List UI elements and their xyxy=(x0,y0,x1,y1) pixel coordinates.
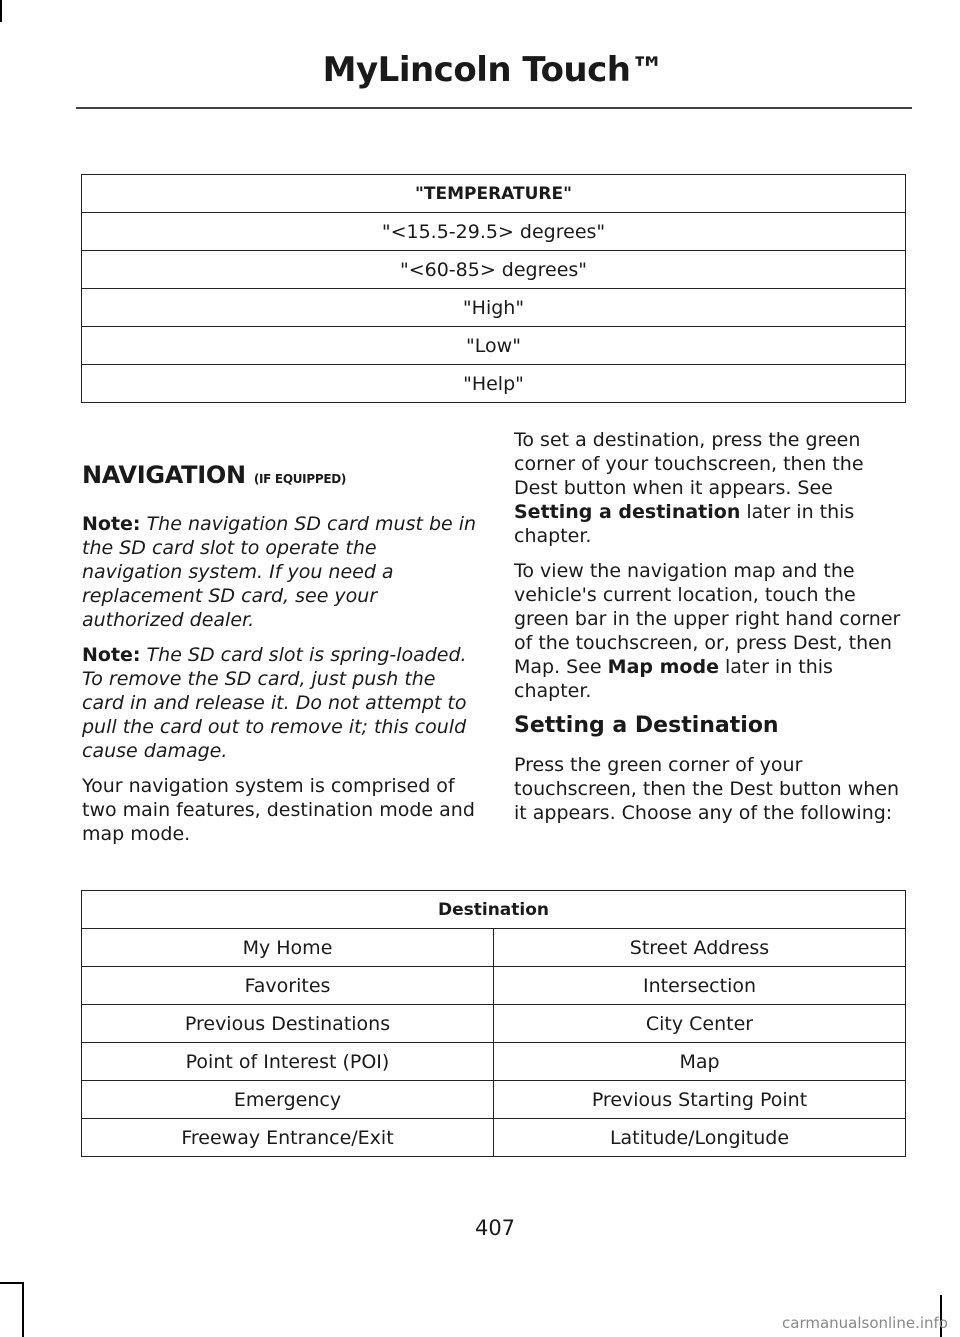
table-row: "<15.5-29.5> degrees" xyxy=(82,213,906,251)
table-cell: Point of Interest (POI) xyxy=(82,1043,494,1081)
table-row: "Low" xyxy=(82,327,906,365)
table-row xyxy=(82,1081,906,1119)
note-label: Note: xyxy=(82,644,141,666)
note-label: Note: xyxy=(82,513,141,535)
table-cell: Intersection xyxy=(494,967,906,1005)
note-text: The navigation SD card must be in the SD card slot to operate the navigation system. If you need a replacement SD card, see your authorized dealer. xyxy=(82,513,477,631)
note-text: The SD card slot is spring-loaded. To remove the SD card, just push the card in and release it. Do not attempt to pull the card out to remove it; this could cause damage. xyxy=(82,644,467,762)
crop-mark-top-left xyxy=(0,0,2,22)
navigation-heading-text: NAVIGATION xyxy=(82,461,246,489)
temperature-table-header: "TEMPERATURE" xyxy=(82,175,906,213)
paragraph-choose: Press the green corner of your touchscreen, then the Dest button when it appears. Choose any of the following: xyxy=(514,754,900,824)
destination-table xyxy=(81,890,906,1157)
table-row: "High" xyxy=(82,289,906,327)
table-cell: Freeway Entrance/Exit xyxy=(82,1119,494,1157)
table-row xyxy=(82,1005,906,1043)
table-cell: Map xyxy=(494,1043,906,1081)
paragraph-view-map xyxy=(514,559,909,703)
paragraph-set-destination xyxy=(514,428,909,548)
paragraph-features: Your navigation system is comprised of two main features, destination mode and map mode. xyxy=(82,775,475,845)
table-cell: Favorites xyxy=(82,967,494,1005)
table-cell: Street Address xyxy=(494,929,906,967)
paragraph-text: later in this chapter. xyxy=(514,501,855,547)
table-row: "Help" xyxy=(82,365,906,403)
table-row xyxy=(82,967,906,1005)
table-cell: City Center xyxy=(494,1005,906,1043)
table-row xyxy=(82,929,906,967)
paragraph-text: To set a destination, press the green corner of your touchscreen, then the Dest button when it appears. See xyxy=(514,429,864,499)
table-row: "<60-85> degrees" xyxy=(82,251,906,289)
header-rule xyxy=(76,107,912,109)
cross-reference-map-mode: Map mode xyxy=(607,656,719,678)
paragraph-text: later in this chapter. xyxy=(514,656,833,702)
table-cell: Previous Starting Point xyxy=(494,1081,906,1119)
setting-destination-heading: Setting a Destination xyxy=(514,713,779,738)
navigation-heading xyxy=(82,463,477,491)
table-row xyxy=(82,1119,906,1157)
note-sd-slot xyxy=(82,643,477,763)
crop-mark-bottom-left xyxy=(22,1282,24,1337)
table-cell: Emergency xyxy=(82,1081,494,1119)
table-cell: Latitude/Longitude xyxy=(494,1119,906,1157)
page-header-title: MyLincoln Touch™ xyxy=(322,50,664,90)
crop-mark-bottom-left-h xyxy=(0,1282,22,1284)
paragraph-text: To view the navigation map and the vehicle's current location, touch the green bar in the upper right hand corner of the touchscreen, or, press Dest, then Map. See xyxy=(514,560,901,678)
table-cell: My Home xyxy=(82,929,494,967)
page-number: 407 xyxy=(474,1216,516,1240)
cross-reference-setting-destination: Setting a destination xyxy=(514,501,741,523)
watermark: carmanualsonline.info xyxy=(782,1314,948,1332)
table-row xyxy=(82,1043,906,1081)
table-cell: Previous Destinations xyxy=(82,1005,494,1043)
destination-table-header: Destination xyxy=(82,891,906,929)
temperature-command-table xyxy=(81,174,906,403)
note-sd-card xyxy=(82,512,477,632)
navigation-heading-suffix: (IF EQUIPPED) xyxy=(253,472,347,486)
left-column xyxy=(82,463,477,857)
right-column xyxy=(514,428,909,836)
